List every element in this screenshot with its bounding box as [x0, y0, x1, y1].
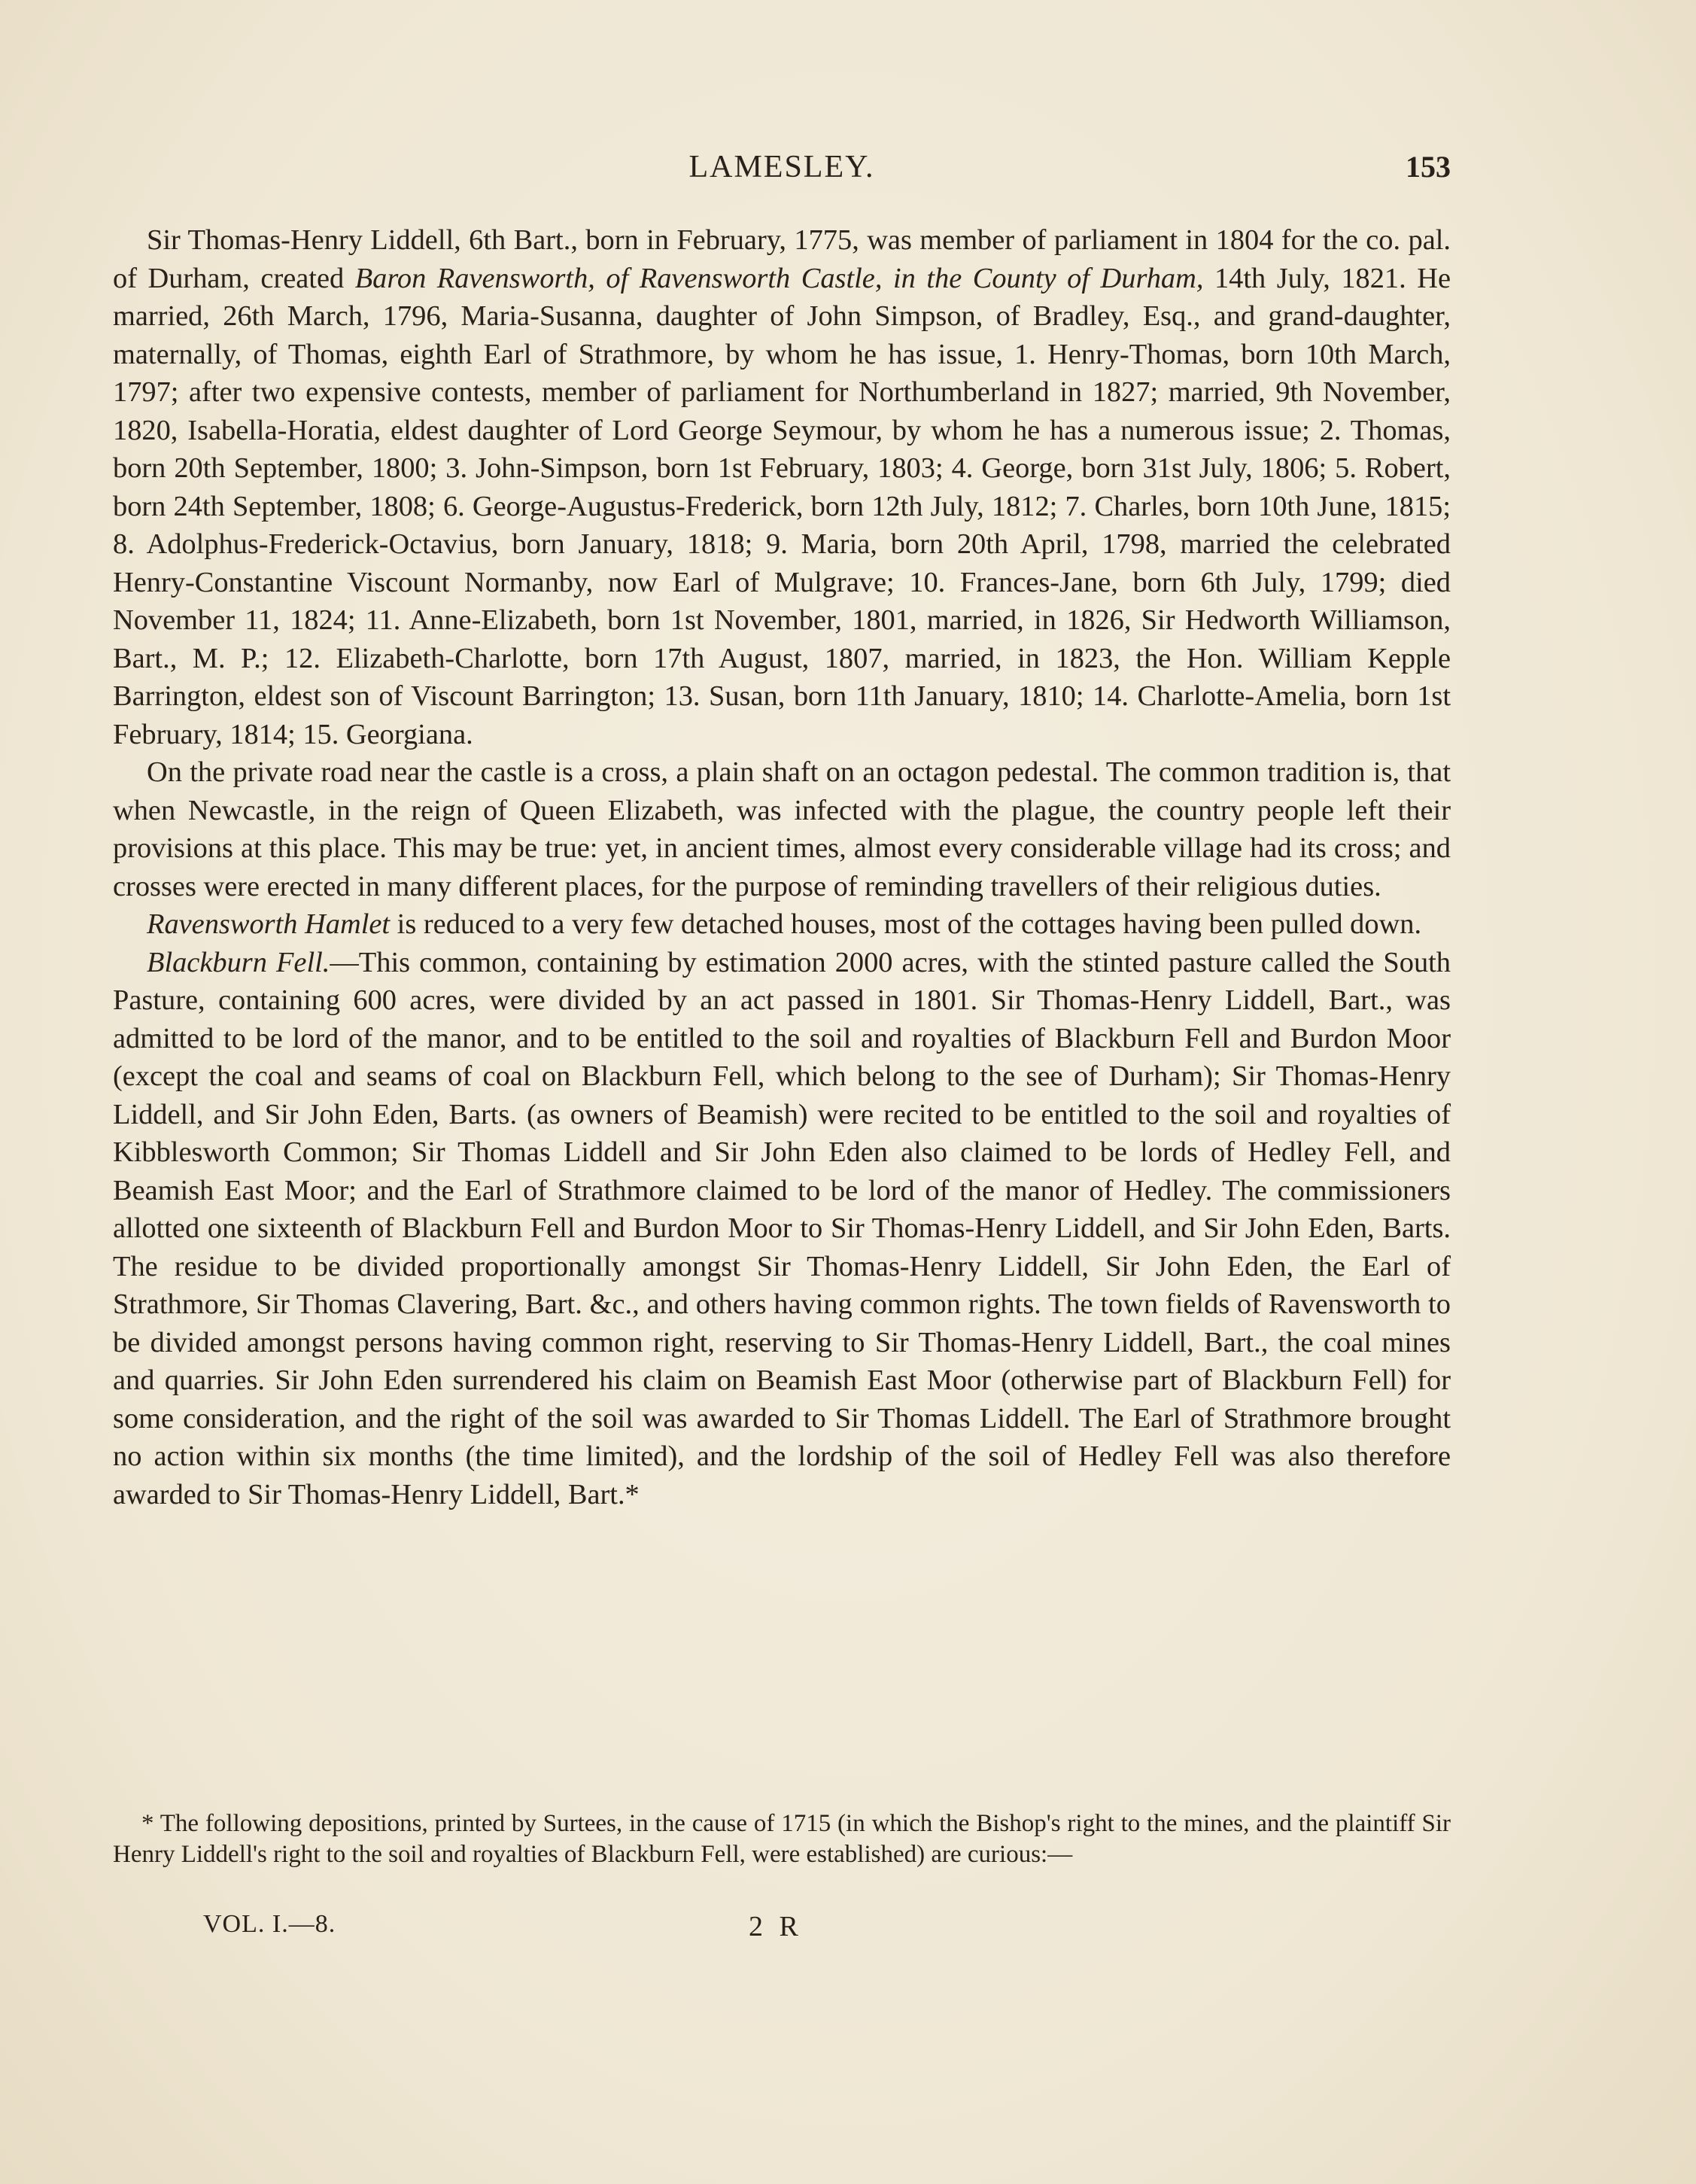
text-run: —This common, containing by estimation 2000 acres, with the stinted pasture called the South Pasture, containing 600 acres, were divided by an act passed in 1801. Sir Thomas-Henry Liddell, Bart., was admitted to be lord of the manor, and to be entitled to the soil and royalties of Blackburn Fell and Burdon Moor (except the coal and seams of coal on Blackburn Fell, which belong to the see of Durham); Sir Thomas-Henry Liddell, and Sir John Eden, Barts. (as owners of Beamish) were recited to be entitled to the soil and royalties of Kibblesworth Common; Sir Thomas Liddell and Sir John Eden also claimed to be lords of Hedley Fell, and Beamish East Moor; and the Earl of Strathmore claimed to be lord of the manor of Hedley. The commissioners allotted one sixteenth of Blackburn Fell and Burdon Moor to Sir Thomas-Henry Liddell, and Sir John Eden, Barts. The residue to be divided proportionally amongst Sir Thomas-Henry Liddell, Sir John Eden, the Earl of Strathmore, Sir Thomas Clavering, Bart. &c., and others having common rights. The town fields of Ravensworth to be divided amongst persons having common right, reserving to Sir Thomas-Henry Liddell, Bart., the coal mines and quarries. Sir John Eden surrendered his claim on Beamish East Moor (otherwise part of Blackburn Fell) for some consideration, and the right of the soil was awarded to Sir Thomas Liddell. The Earl of Strathmore brought no action within six months (the time limited), and the lordship of the soil of Hedley Fell was also therefore awarded to Sir Thomas-Henry Liddell, Bart.* [113, 946, 1451, 1510]
page-header [113, 149, 1451, 190]
running-title: LAMESLEY. [688, 150, 875, 184]
body-text [113, 221, 1451, 1513]
paragraph-ravensworth-hamlet [113, 905, 1451, 944]
footnote [113, 1808, 1451, 1869]
text-run-italic: Ravensworth Hamlet [147, 908, 391, 940]
paragraph-blackburn-fell [113, 944, 1451, 1514]
signature-mark: 2 R [749, 1911, 803, 1942]
text-run: is reduced to a very few detached houses, most of the cottages having been pulled down. [390, 908, 1422, 940]
paragraph-cross [113, 753, 1451, 905]
text-run: 14th July, 1821. He married, 26th March, 1796, Maria-Susanna, daughter of John Simpson, of Bradley, Esq., and grand-daughter, maternally, of Thomas, eighth Earl of Strathmore, by whom he has issue, 1. Henry-Thomas, born 10th March, 1797; after two expensive contests, member of parliament for Northumberland in 1827; married, 9th November, 1820, Isabella-Horatia, eldest daughter of Lord George Seymour, by whom he has a numerous issue; 2. Thomas, born 20th September, 1800; 3. John-Simpson, born 1st February, 1803; 4. George, born 31st July, 1806; 5. Robert, born 24th September, 1808; 6. George-Augustus-Frederick, born 12th July, 1812; 7. Charles, born 10th June, 1815; 8. Adolphus-Frederick-Octavius, born January, 1818; 9. Maria, born 20th April, 1798, married the celebrated Henry-Constantine Viscount Normanby, now Earl of Mulgrave; 10. Frances-Jane, born 6th July, 1799; died November 11, 1824; 11. Anne-Elizabeth, born 1st November, 1801, married, in 1826, Sir Hedworth Williamson, Bart., M. P.; 12. Elizabeth-Charlotte, born 17th August, 1807, married, in 1823, the Hon. William Kepple Barrington, eldest son of Viscount Barrington; 13. Susan, born 11th January, 1810; 14. Charlotte-Amelia, born 1st February, 1814; 15. Georgiana. [113, 262, 1451, 750]
text-run-italic: Blackburn Fell. [147, 946, 330, 978]
volume-mark: VOL. I.—8. [203, 1910, 336, 1938]
text-run: On the private road near the castle is a cross, a plain shaft on an octagon pedestal. The common tradition is, that when Newcastle, in the reign of Queen Elizabeth, was infected with the plague, the country people left their provisions at this place. This may be true: yet, in ancient times, almost every considerable village had its cross; and crosses were erected in many different places, for the purpose of reminding travellers of their religious duties. [113, 756, 1451, 902]
page-number: 153 [1406, 150, 1451, 184]
text-run: Sir Thomas-Henry Liddell, 6th Bart., born in February, 1775, was member of parliament in 1804 for the co. pal. of Durham, created [113, 224, 1451, 294]
text-run-italic: Baron Ravensworth, of Ravensworth Castle, in the County of Durham, [354, 262, 1204, 294]
paragraph-liddell-family [113, 221, 1451, 753]
footnote-text: * The following depositions, printed by Surtees, in the cause of 1715 (in which the Bishop's right to the mines, and the plaintiff Sir Henry Liddell's right to the soil and royalties of Blackburn Fell, were established) are curious:— [113, 1810, 1451, 1868]
signature-line [203, 1910, 956, 1945]
